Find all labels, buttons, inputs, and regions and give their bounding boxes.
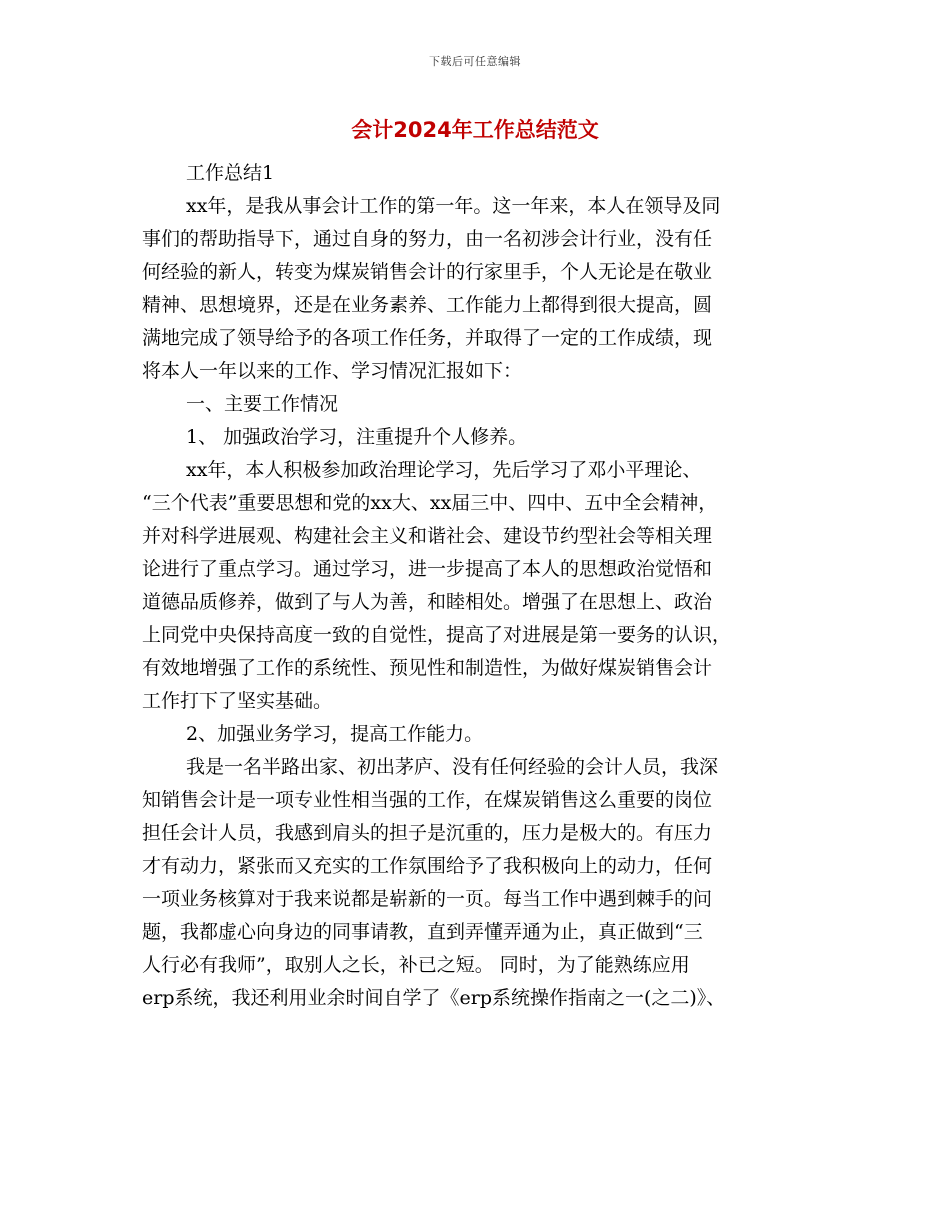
paragraph-line: 道德品质修养，做到了与人为善，和睦相处。增强了在思想上、政治 xyxy=(142,591,713,613)
paragraph-line: 担任会计人员，我感到肩头的担子是沉重的，压力是极大的。有压力 xyxy=(142,822,713,844)
paragraph-line: 事们的帮助指导下，通过自身的努力，由一名初涉会计行业，没有任 xyxy=(142,228,713,250)
paragraph-line: 何经验的新人，转变为煤炭销售会计的行家里手，个人无论是在敬业 xyxy=(142,261,713,283)
paragraph-line: 知销售会计是一项专业性相当强的工作，在煤炭销售这么重要的岗位 xyxy=(142,789,713,811)
paragraph-line: 一项业务核算对于我来说都是崭新的一页。每当工作中遇到棘手的问 xyxy=(142,888,713,910)
paragraph-line: xx年，本人积极参加政治理论学习，先后学习了邓小平理论、 xyxy=(186,459,702,481)
paragraph-line: 我是一名半路出家、初出茅庐、没有任何经验的会计人员，我深 xyxy=(186,756,719,778)
paragraph-line: 工作打下了坚实基础。 xyxy=(142,690,333,712)
section-heading: 一、主要工作情况 xyxy=(186,393,339,415)
section-heading: 工作总结1 xyxy=(186,162,275,184)
paragraph-line: xx年，是我从事会计工作的第一年。这一年来，本人在领导及同 xyxy=(186,195,721,217)
subsection-heading: 1、 加强政治学习，注重提升个人修养。 xyxy=(186,426,528,448)
paragraph-line: “三个代表”重要思想和党的xx大、xx届三中、四中、五中全会精神， xyxy=(142,492,718,514)
header-note: 下载后可任意编辑 xyxy=(429,55,521,68)
subsection-heading: 2、加强业务学习，提高工作能力。 xyxy=(186,723,484,745)
paragraph-line: 有效地增强了工作的系统性、预见性和制造性，为做好煤炭销售会计 xyxy=(142,657,713,679)
paragraph-line: 并对科学进展观、构建社会主义和谐社会、建设节约型社会等相关理 xyxy=(142,525,713,547)
document-title: 会计2024年工作总结范文 xyxy=(351,118,599,142)
paragraph-line: erp系统，我还利用业余时间自学了《erp系统操作指南之一(之二)》、 xyxy=(142,987,726,1009)
document-body xyxy=(142,157,832,1015)
paragraph-line: 将本人一年以来的工作、学习情况汇报如下： xyxy=(142,360,523,382)
paragraph-line: 满地完成了领导给予的各项工作任务，并取得了一定的工作成绩，现 xyxy=(142,327,713,349)
paragraph-line: 论进行了重点学习。通过学习，进一步提高了本人的思想政治觉悟和 xyxy=(142,558,713,580)
paragraph-line: 人行必有我师”，取别人之长，补已之短。 同时，为了能熟练应用 xyxy=(142,954,690,976)
paragraph-line: 精神、思想境界，还是在业务素养、工作能力上都得到很大提高，圆 xyxy=(142,294,713,316)
paragraph-line: 才有动力，紧张而又充实的工作氛围给予了我积极向上的动力，任何 xyxy=(142,855,713,877)
paragraph-line: 题，我都虚心向身边的同事请教，直到弄懂弄通为止，真正做到“三 xyxy=(142,921,703,943)
paragraph-line: 上同党中央保持高度一致的自觉性，提高了对进展是第一要务的认识， xyxy=(142,624,732,646)
